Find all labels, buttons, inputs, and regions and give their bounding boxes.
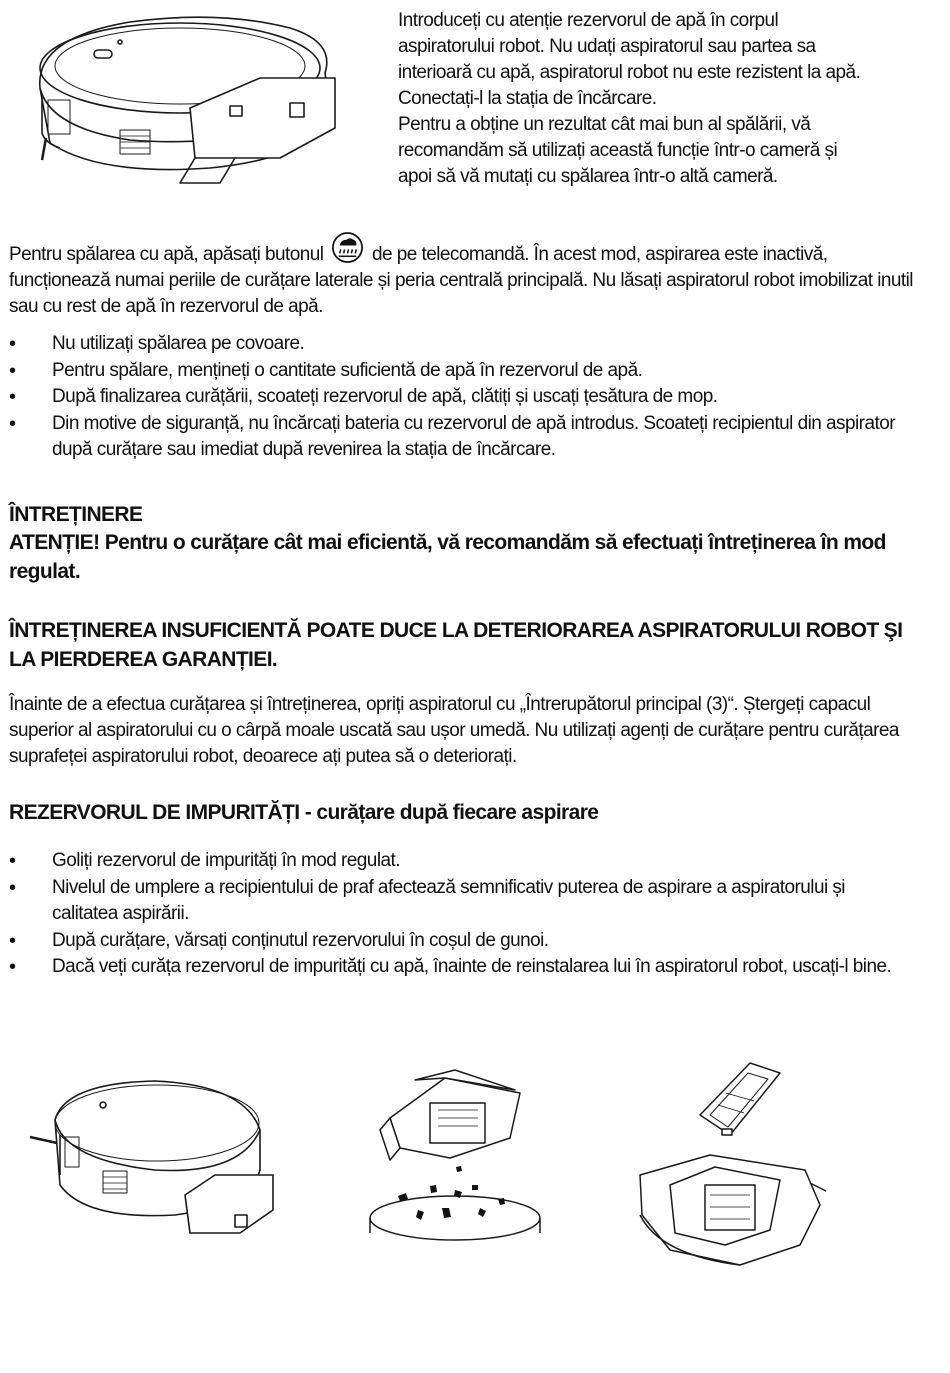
- maintenance-title: ÎNTREȚINERE: [9, 503, 143, 526]
- mop-water-button-icon: [331, 231, 364, 264]
- list-item: • După curățare, vărsați conținutul rezervorului în coșul de gunoi.: [9, 928, 909, 955]
- wash-mode-paragraph: [9, 231, 929, 320]
- maintenance-body: Înainte de a efectua curățarea și întreținerea, opriți aspiratorul cu „Întrerupătorul principal (3)“. Ștergeți capacul superior al aspiratorului cu o cârpă moale uscată sau ușor umedă. Nu utilizați agenți de curățare pentru curățarea suprafeței aspiratorului robot, deoarece ați putea să o deteriorați.: [9, 694, 899, 767]
- list-item: • Pentru spălare, mențineți o cantitate suficientă de apă în rezervorul de apă.: [9, 358, 909, 385]
- empty-dust-bin-illustration: [360, 1068, 550, 1243]
- maintenance-warning: ÎNTREȚINEREA INSUFICIENTĂ POATE DUCE LA DETERIORAREA ASPIRATORULUI ROBOT ŞI LA PIERDEREA GARANȚIEI.: [9, 619, 903, 671]
- dust-bin-title: REZERVORUL DE IMPURITĂȚI - curățare după fiecare aspirare: [9, 801, 599, 824]
- intro-paragraph-1: Introduceți cu atenție rezervorul de apă în corpul aspiratorului robot. Nu udați aspiratorul sau partea sa interioară cu apă, aspiratorul robot nu este rezistent la apă. Conectați-l la stația de încărcare.: [398, 10, 861, 109]
- list-item: • Nu utilizați spălarea pe covoare.: [9, 331, 909, 358]
- wash-mode-text-start: Pentru spălarea cu apă, apăsați butonul: [9, 244, 324, 265]
- list-item: • Din motive de siguranță, nu încărcați bateria cu rezervorul de apă introdus. Scoateți recipientul din aspirator după curățare sau imediat după revenirea la stația de încărcare.: [9, 411, 909, 464]
- list-item: • După finalizarea curățării, scoateți rezervorul de apă, clătiți și uscați țesătura de mop.: [9, 384, 909, 411]
- list-item: • Dacă veți curăța rezervorul de impurități cu apă, înainte de reinstalarea lui în aspiratorul robot, uscați-l bine.: [9, 954, 909, 981]
- maintenance-attention: ATENȚIE! Pentru o curățare cât mai eficientă, vă recomandăm să efectuați întreținerea în mod regulat.: [9, 531, 886, 583]
- intro-paragraph-2: Pentru a obține un rezultat cât mai bun al spălării, vă recomandăm să utilizați această funcție într-o cameră și apoi să vă mutați cu spălarea într-o altă cameră.: [398, 114, 838, 187]
- intro-text: [398, 8, 868, 190]
- robot-remove-dust-bin-illustration: [25, 1075, 280, 1235]
- dust-bin-filter-illustration: [630, 1055, 830, 1273]
- list-item: • Nivelul de umplere a recipientului de praf afectează semnificativ puterea de aspirare a aspiratorului și calitatea aspirării.: [9, 875, 909, 928]
- wash-tips-list: [9, 331, 909, 464]
- dust-bin-tips-list: [9, 848, 909, 981]
- robot-water-tank-illustration: [20, 8, 345, 193]
- list-item: • Goliți rezervorul de impurități în mod regulat.: [9, 848, 909, 875]
- wash-mode-text-end: de pe telecomandă. În acest mod, aspirarea este inactivă, funcționează numai periile de curățare laterale și peria centrală principală. Nu lăsați aspiratorul robot imobilizat inutil sau cu rest de apă în rezervorul de apă.: [9, 244, 913, 317]
